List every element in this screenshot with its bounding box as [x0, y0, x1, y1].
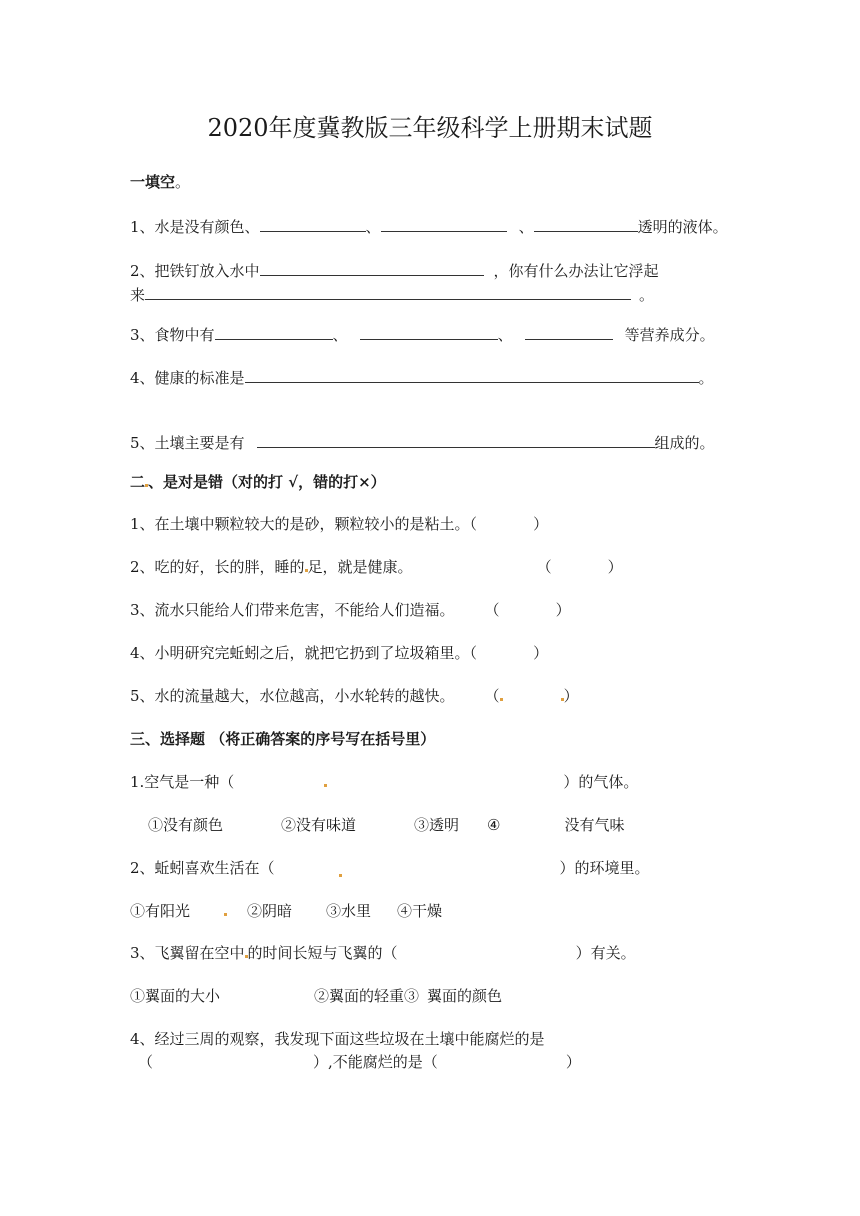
answer-blank[interactable]: [260, 214, 366, 232]
tf-question-4: [130, 643, 548, 663]
q2-text-b: ，你有什么办法让它浮起: [493, 262, 659, 280]
q3-text-d: 等营养成分。: [624, 326, 715, 344]
mark-dot-icon: [324, 784, 327, 787]
choice-question-1: [130, 772, 638, 792]
answer-blank[interactable]: [360, 322, 498, 340]
section1-heading-suffix: 。: [175, 173, 191, 191]
fill-question-4: [130, 365, 714, 388]
bracket-open: （: [484, 687, 500, 705]
option: ①有阳光: [130, 902, 191, 920]
bracket-open: （: [138, 1053, 154, 1071]
mark-dot-icon: [224, 913, 227, 916]
q2-text-c: 来: [130, 286, 146, 304]
q4-mid-text: ,不能腐烂的是（: [328, 1053, 438, 1071]
choice-options-1: [148, 815, 625, 835]
section2-heading-b: 、是对是错（对的打 √，错的打×）: [148, 473, 386, 491]
option-text: 没有气味: [564, 816, 625, 834]
q3-stem-c: ）有关。: [575, 944, 636, 962]
section1-heading-text: 一填空: [130, 173, 176, 191]
bracket-close: ）: [563, 687, 579, 705]
answer-blank[interactable]: [260, 258, 484, 276]
tf-question-2: [130, 557, 623, 577]
tf-text: 3、流水只能给人们带来危害，不能给人们造福。: [130, 601, 455, 619]
q1-text-a: 1、水是没有颜色、: [130, 218, 260, 236]
q1-text-d: 透明的液体。: [637, 218, 728, 236]
option: ②没有味道: [281, 816, 357, 834]
bracket-close: ）: [565, 1053, 581, 1071]
answer-blank[interactable]: [381, 214, 507, 232]
mark-dot-icon: [339, 874, 342, 877]
q2-stem-a: 2、蚯蚓喜欢生活在（: [130, 859, 275, 877]
bracket-open: （: [469, 644, 478, 662]
q1-stem-b: ）的气体。: [563, 773, 639, 791]
bracket-close: ）: [555, 601, 571, 619]
option: ①没有颜色: [148, 816, 224, 834]
answer-blank[interactable]: [245, 365, 699, 383]
answer-blank[interactable]: [145, 282, 631, 300]
bracket-close: ）: [533, 515, 549, 533]
tf-question-1: [130, 514, 548, 534]
section2-heading-a: 二: [130, 473, 146, 491]
bracket-open: （: [469, 515, 478, 533]
answer-blank[interactable]: [215, 322, 333, 340]
choice-question-2: [130, 858, 650, 878]
q5-text-b: 组成的。: [654, 434, 715, 452]
option: ③透明: [414, 816, 460, 834]
answer-blank[interactable]: [257, 430, 655, 448]
fill-question-1: [130, 214, 728, 237]
tf-text: 5、水的流量越大，水位越高，小水轮转的越快。: [130, 687, 455, 705]
option: ①翼面的大小: [130, 987, 221, 1005]
tf-text: 4、小明研究完蚯蚓之后，就把它扔到了垃圾箱里。: [130, 644, 470, 662]
bracket-open: （: [484, 601, 500, 619]
choice-question-3: [130, 943, 636, 963]
q3-text-a: 3、食物中有: [130, 326, 215, 344]
section3-heading: 三、选择题 （将正确答案的序号写在括号里）: [130, 730, 436, 748]
choice-question-4: 4、经过三周的观察，我发现下面这些垃圾在土壤中能腐烂的是: [130, 1030, 545, 1048]
q2-stem-b: ）的环境里。: [559, 859, 650, 877]
option: ②阴暗: [247, 902, 293, 920]
choice-options-3: [130, 986, 502, 1006]
q1-text-b: 、: [365, 218, 381, 236]
tf-question-5: [130, 686, 579, 706]
bracket-close: ）: [533, 644, 549, 662]
q3-stem-b: 的时间长短与飞翼的（: [247, 944, 398, 962]
tf-text-a: 2、吃的好，长的胖，睡的: [130, 558, 305, 576]
option: ④干燥: [397, 902, 443, 920]
tf-text-b: 足，就是健康。: [307, 558, 413, 576]
answer-blank[interactable]: [525, 322, 613, 340]
q2-text-d: 。: [639, 286, 655, 304]
q1-stem-a: 1.空气是一种（: [130, 773, 235, 791]
q3-stem-a: 3、飞翼留在空中: [130, 944, 245, 962]
tf-text: 1、在土壤中颗粒较大的是砂，颗粒较小的是粘土。: [130, 515, 470, 533]
q2-text-a: 2、把铁钉放入水中: [130, 262, 260, 280]
option: ②翼面的轻重③: [314, 987, 420, 1005]
page-title: 2020年度冀教版三年级科学上册期末试题: [207, 114, 653, 142]
tf-question-3: [130, 600, 571, 620]
option: ④: [487, 816, 501, 834]
bracket-close: ）: [313, 1053, 329, 1071]
section1-heading: [130, 172, 190, 192]
fill-question-2-line1: [130, 258, 659, 281]
answer-blank[interactable]: [534, 214, 638, 232]
choice-options-2: [130, 901, 442, 921]
q3-text-b: 、: [332, 326, 348, 344]
choice-question-4-brackets: [138, 1052, 581, 1072]
fill-question-2-line2: [130, 282, 654, 305]
fill-question-3: [130, 322, 715, 345]
q4-text-b: 。: [698, 369, 714, 387]
q4-text-a: 4、健康的标准是: [130, 369, 245, 387]
mark-dot-icon: [500, 698, 503, 701]
section2-heading: [130, 472, 386, 492]
option: 翼面的颜色: [427, 987, 503, 1005]
q5-text-a: 5、土壤主要是有: [130, 434, 245, 452]
q3-text-c: 、: [497, 326, 513, 344]
fill-question-5: [130, 430, 715, 453]
q1-text-c: 、: [518, 218, 534, 236]
bracket-close: ）: [607, 558, 623, 576]
bracket-open: （: [536, 558, 552, 576]
option: ③水里: [326, 902, 372, 920]
